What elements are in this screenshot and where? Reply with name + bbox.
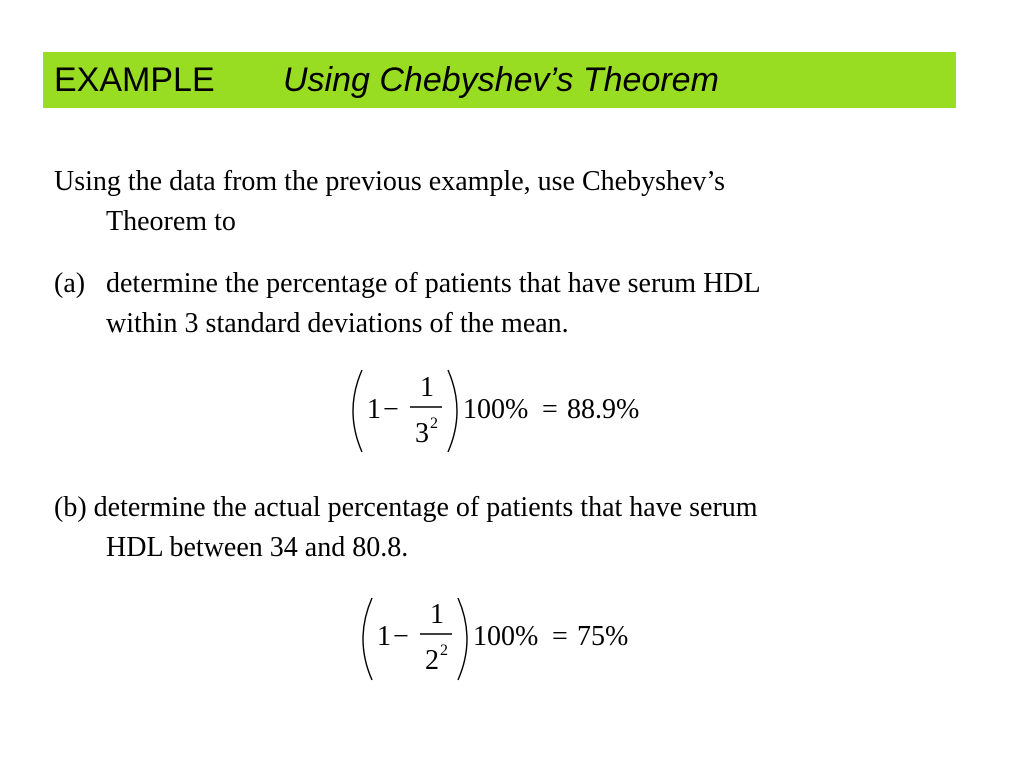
formula-b-exponent: 2 (440, 642, 448, 659)
formula-a-one: 1 (367, 394, 381, 425)
intro-line-2: Theorem to (106, 206, 236, 237)
part-a-marker: (a) (54, 268, 86, 299)
formula-b-numerator: 1 (430, 599, 444, 630)
part-b-paragraph (54, 488, 758, 568)
formula-a-right-paren (448, 370, 457, 452)
formula-b-left-paren (363, 598, 372, 680)
part-a-line-1: determine the percentage of patients that have serum HDL (106, 268, 761, 299)
part-b-line-2: HDL between 34 and 80.8. (106, 532, 409, 563)
part-b-line-1: determine the actual percentage of patients that have serum (93, 492, 758, 523)
intro-line-1: Using the data from the previous example, use Chebyshev’s (54, 166, 726, 197)
formula-a-result: 88.9% (567, 394, 640, 425)
formula-b-result: 75% (577, 621, 629, 652)
formula-a-equals: = (542, 394, 558, 425)
formula-b (355, 596, 655, 682)
formula-b-one: 1 (377, 621, 391, 652)
intro-paragraph (54, 162, 725, 242)
title-bar (43, 52, 956, 108)
part-a-paragraph (54, 264, 761, 344)
formula-a-factor: 100% (463, 394, 529, 425)
part-a-line-2: within 3 standard deviations of the mean. (106, 308, 569, 339)
formula-a-minus: − (383, 394, 399, 425)
formula-a-left-paren (353, 370, 362, 452)
title-prefix: EXAMPLE (54, 61, 215, 99)
formula-b-equals: = (552, 621, 568, 652)
formula-a-numerator: 1 (420, 372, 434, 403)
formula-a-base: 3 (415, 418, 429, 449)
formula-a-exponent: 2 (430, 415, 438, 432)
formula-a (345, 368, 675, 454)
title-main: Using Chebyshev’s Theorem (283, 61, 719, 99)
formula-b-right-paren (458, 598, 467, 680)
formula-b-factor: 100% (473, 621, 539, 652)
part-b-marker: (b) (54, 492, 87, 523)
formula-b-minus: − (393, 621, 409, 652)
formula-b-base: 2 (425, 645, 439, 676)
